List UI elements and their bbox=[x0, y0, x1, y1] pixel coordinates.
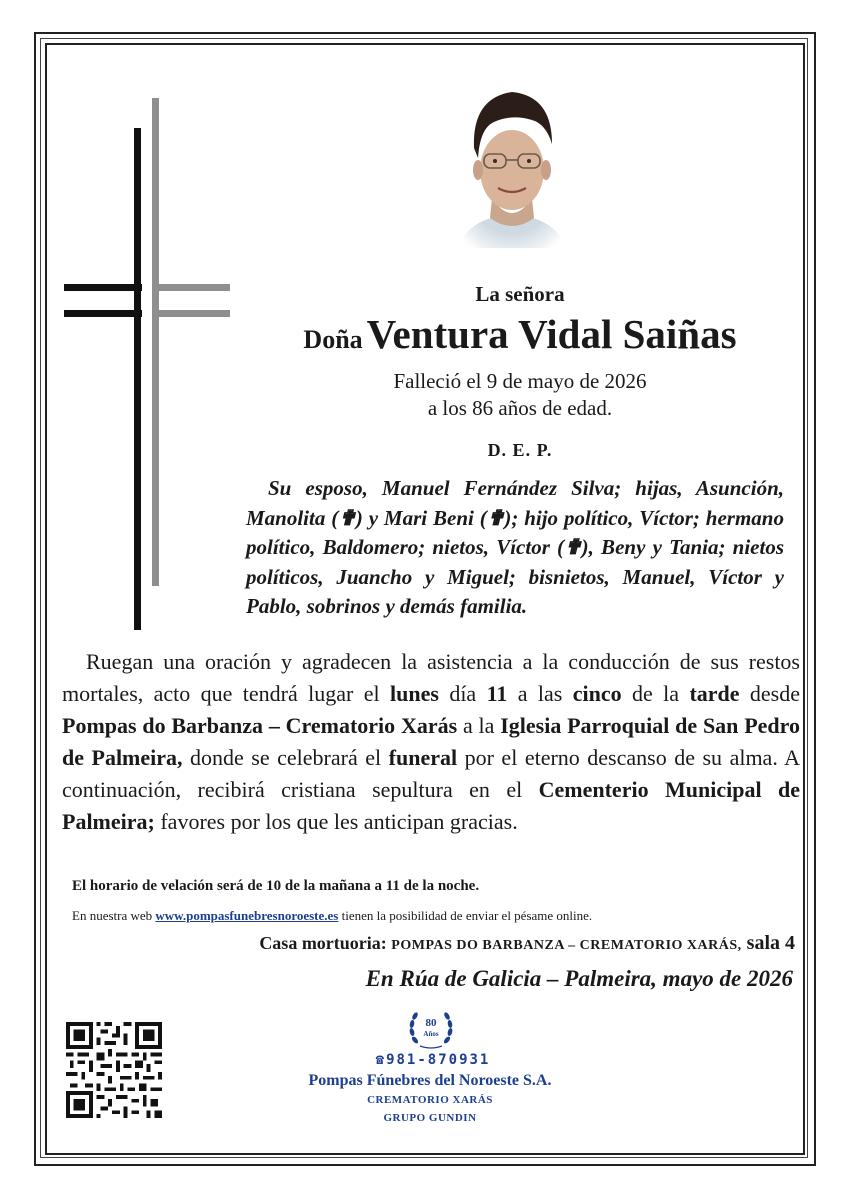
wake-hours: El horario de velación será de 10 de la mañana a 11 de la noche. bbox=[72, 878, 480, 894]
ceremony-text-3: a las bbox=[507, 681, 573, 706]
ceremony-hour: cinco bbox=[572, 681, 622, 706]
company-name: Pompas Fúnebres del Noroeste S.A. bbox=[308, 1072, 552, 1089]
dona-title: Doña bbox=[303, 325, 363, 354]
dep-label: D. E. P. bbox=[487, 440, 553, 460]
ceremony-text-8: por el eterno descanso de su alma. A continuación, recibirá cristiana sepultura en el bbox=[62, 745, 800, 802]
ceremony-text-5: desde bbox=[739, 681, 801, 706]
ceremony-text-7: donde se celebrará el bbox=[182, 745, 389, 770]
cross-black-arm-lower bbox=[64, 310, 142, 317]
portrait-photo bbox=[448, 78, 576, 256]
ceremony-text-4: de la bbox=[621, 681, 690, 706]
funeral-home-label: Casa mortuoria: bbox=[259, 933, 392, 953]
telephone-icon: ☎ bbox=[375, 1052, 387, 1068]
deceased-name: Ventura Vidal Saiñas bbox=[366, 311, 737, 357]
crematorium-name: CREMATORIO XARÁS bbox=[367, 1094, 493, 1106]
ceremony-text-2: día bbox=[438, 681, 487, 706]
logo-number: 80 bbox=[425, 1017, 437, 1029]
website-link[interactable]: www.pompasfunebresnoroeste.es bbox=[155, 908, 339, 923]
web-text-before: En nuestra web bbox=[72, 908, 156, 923]
cross-gray-vertical bbox=[152, 98, 159, 586]
ceremony-text-1: Ruegan una oración y agradecen la asistencia a la conducción de sus restos mortales, acto que tendrá lugar el bbox=[62, 649, 800, 706]
phone-line[interactable] bbox=[360, 1052, 506, 1068]
funeral-home-name: POMPAS DO BARBANZA – CREMATORIO XARÁS, bbox=[391, 938, 742, 953]
funeral-home-line bbox=[259, 932, 795, 955]
web-notice bbox=[72, 908, 592, 924]
death-info bbox=[240, 368, 800, 422]
ceremony-period: tarde bbox=[689, 681, 740, 706]
qr-code-icon[interactable] bbox=[66, 1022, 162, 1118]
cross-gray-arm-lower bbox=[158, 310, 230, 317]
cross-black-vertical bbox=[134, 128, 141, 630]
cross-black-arm-upper bbox=[64, 284, 142, 291]
logo-text: Años bbox=[423, 1030, 439, 1038]
family-text: Su esposo, Manuel Fernández Silva; hijas, Asunción, Manolita (✟) y Mari Beni (✟); hijo político, Víctor; hermano político, Baldomero; nietos, Víctor (✟), Beny y Tania; nietos políticos, Juancho y Miguel; bisnietos, Manuel, Víctor y Pablo, sobrinos y demás familia. bbox=[246, 476, 784, 618]
ceremony-date: 11 bbox=[486, 681, 508, 706]
ceremony-church: Iglesia Parroquial de San Pedro de Palmeira, bbox=[62, 713, 801, 770]
ceremony-day: lunes bbox=[390, 681, 439, 706]
family-paragraph bbox=[246, 474, 784, 622]
ceremony-text-9: favores por los que les anticipan gracias. bbox=[154, 809, 518, 834]
laurel-anniversary-icon bbox=[406, 1006, 456, 1050]
death-date: Falleció el 9 de mayo de 2026 bbox=[393, 369, 647, 393]
phone-number: 981-870931 bbox=[386, 1052, 491, 1068]
place-date: En Rúa de Galicia – Palmeira, mayo de 2026 bbox=[365, 966, 793, 991]
la-senora-label: La señora bbox=[475, 282, 565, 306]
ceremony-origin: Pompas do Barbanza – Crematorio Xarás bbox=[62, 713, 458, 738]
group-name: GRUPO GUNDIN bbox=[383, 1112, 477, 1124]
ceremony-paragraph bbox=[62, 646, 800, 838]
deceased-name-line bbox=[240, 310, 800, 358]
ceremony-cemetery: Cementerio Municipal de Palmeira; bbox=[62, 777, 800, 834]
ceremony-text-6: a la bbox=[457, 713, 501, 738]
cross-gray-arm-upper bbox=[158, 284, 230, 291]
death-age: a los 86 años de edad. bbox=[427, 396, 613, 420]
web-text-after: tienen la posibilidad de enviar el pésame online. bbox=[338, 908, 593, 923]
ceremony-funeral: funeral bbox=[388, 745, 458, 770]
funeral-room: sala 4 bbox=[741, 932, 795, 954]
